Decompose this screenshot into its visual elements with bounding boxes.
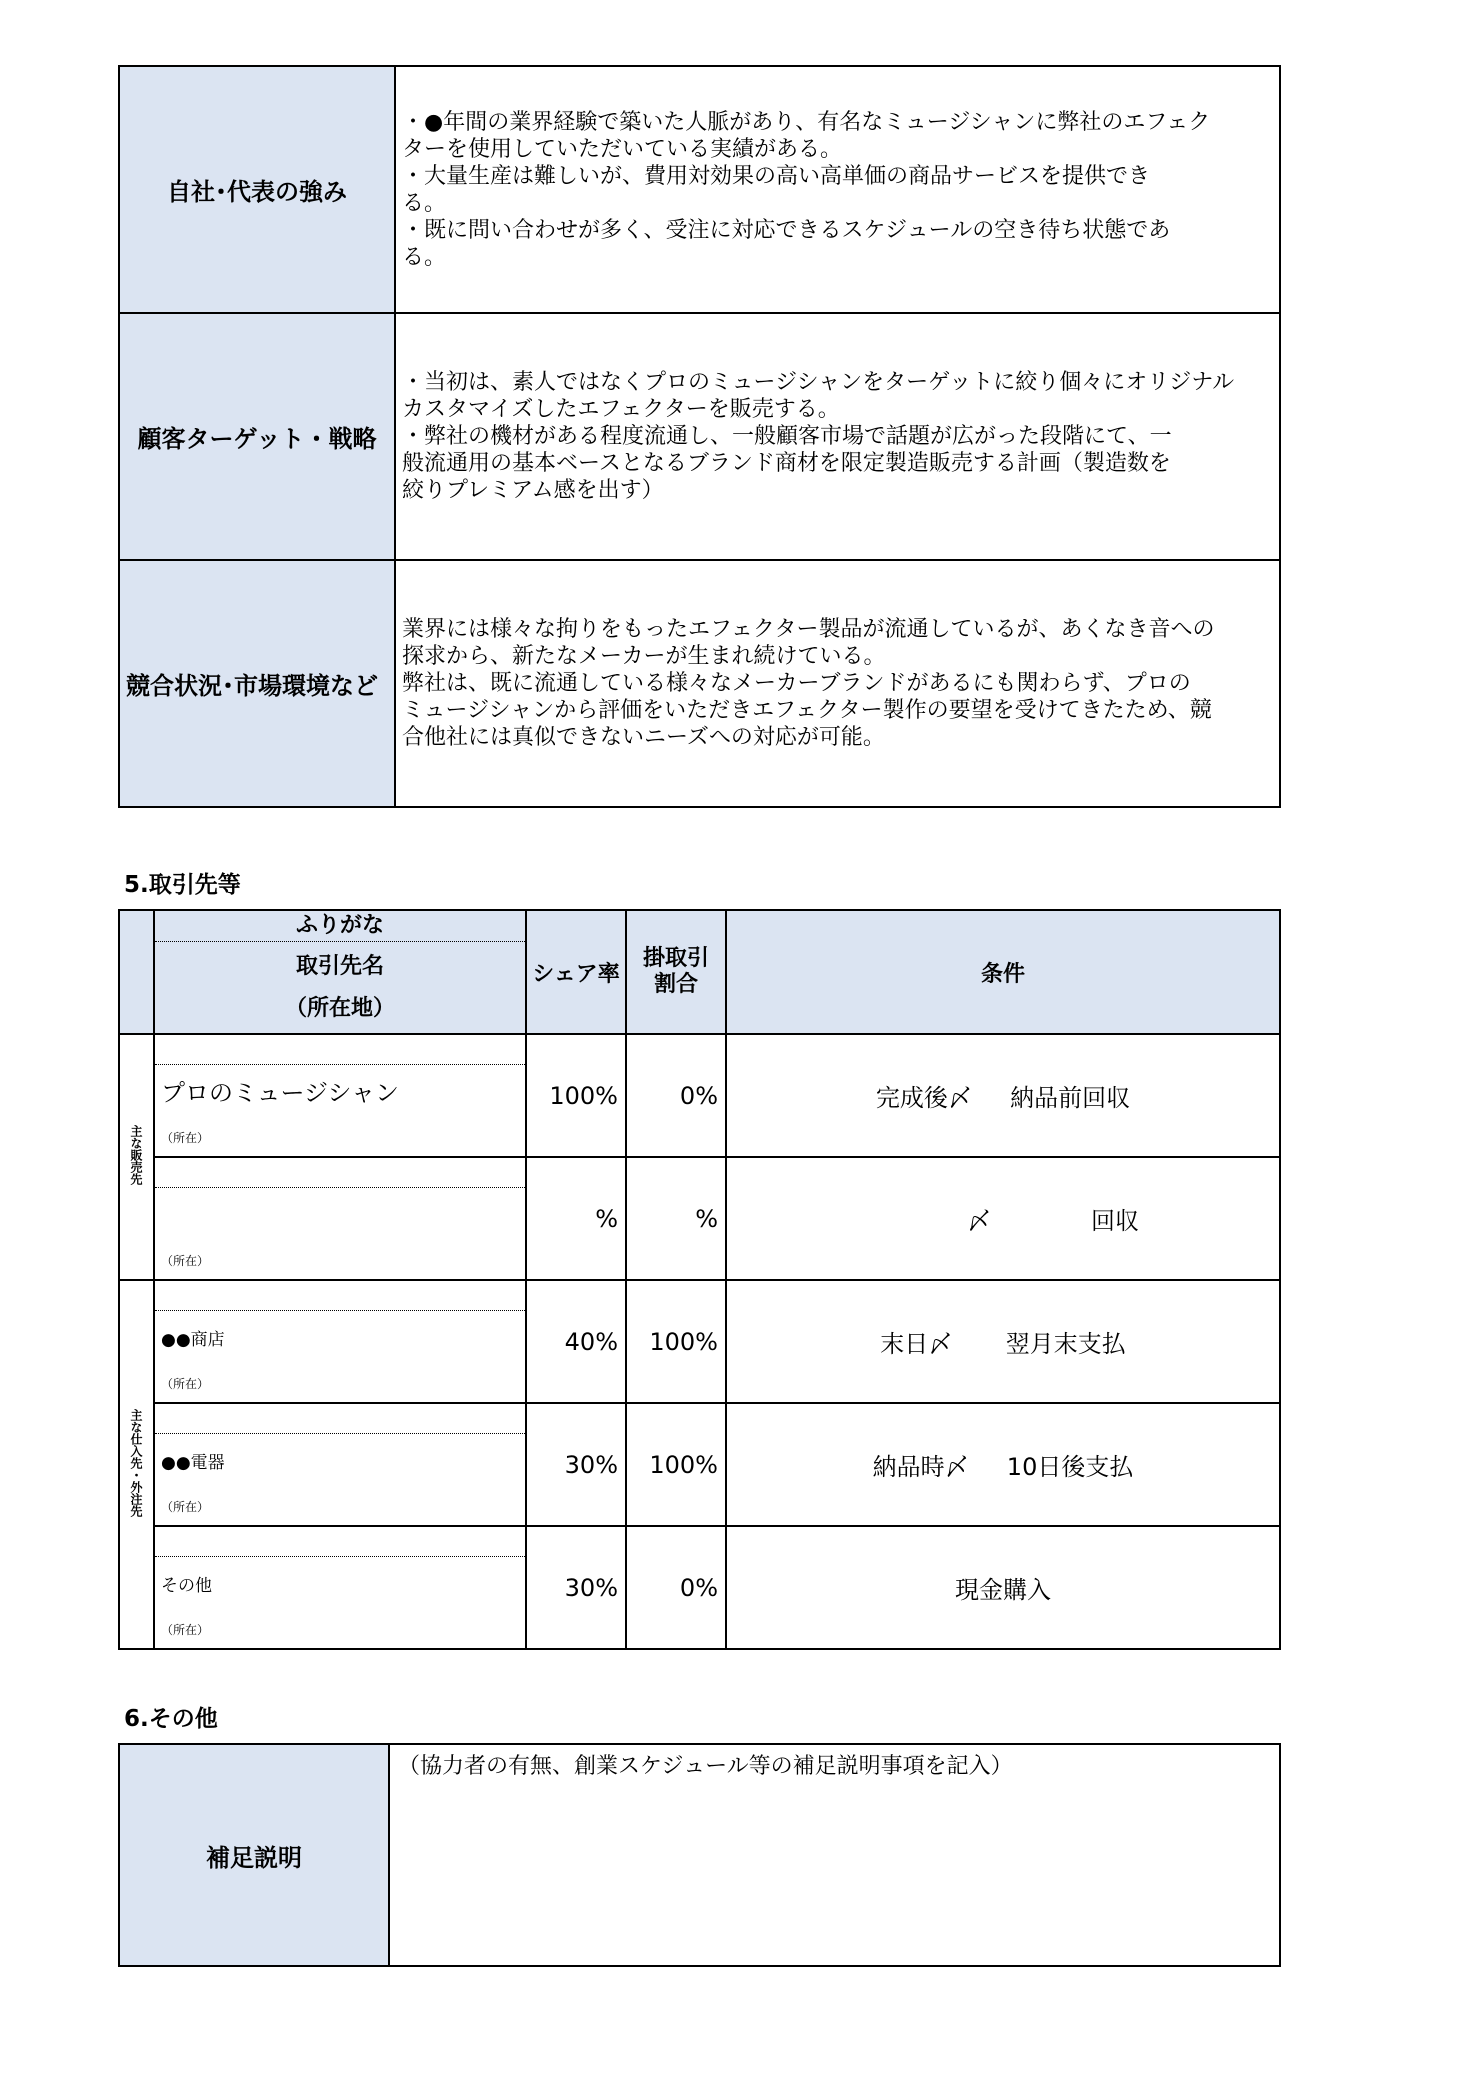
purchase-group-label (119, 1280, 154, 1649)
terms-value (726, 1280, 1280, 1403)
terms-post: 10日後支払 (1006, 1453, 1134, 1481)
supplementary-label: 補足説明 (119, 1744, 389, 1966)
kake-value: 0% (626, 1526, 726, 1649)
table-row (119, 1526, 1280, 1649)
partner-name: ●●商店 (161, 1330, 225, 1350)
text-line: ・弊社の機材がある程度流通し、一般顧客市場で話題が広がった段階にて、一 (402, 424, 1172, 449)
furigana-field (155, 1158, 525, 1188)
strengths-value (395, 66, 1280, 313)
trade-partners-table (118, 909, 1281, 1650)
check-mark-icon: 〆 (928, 1330, 953, 1358)
text-line: 弊社は、既に流通している様々なメーカーブランドがあるにも関わらず、プロの (402, 671, 1191, 696)
text-line: る。 (402, 190, 447, 216)
competition-value (395, 560, 1280, 807)
partner-name-cell (154, 1280, 526, 1403)
table-row (119, 560, 1280, 807)
address-label: （所在） (161, 1131, 210, 1145)
header-terms: 条件 (726, 910, 1280, 1034)
address-label: （所在） (161, 1500, 210, 1514)
partner-name-cell (154, 1157, 526, 1280)
header-share: シェア率 (526, 910, 626, 1034)
sales-group-label (119, 1034, 154, 1280)
terms-value: 現金購入 (726, 1526, 1280, 1649)
text-line: ターを使用していただいている実績がある。 (402, 136, 843, 162)
address-label: （所在） (161, 1623, 210, 1637)
terms-pre: 末日 (880, 1330, 929, 1358)
table-row (119, 1157, 1280, 1280)
text-line: る。 (402, 244, 447, 270)
text-line: 般流通用の基本ベースとなるブランド商材を限定製造販売する計画（製造数を (402, 451, 1171, 476)
purchase-group-text: 主な仕入先・外注先 (129, 1408, 143, 1517)
terms-post: 納品前回収 (1010, 1084, 1131, 1112)
share-value: 40% (526, 1280, 626, 1403)
kake-value: 100% (626, 1403, 726, 1526)
kake-value: 100% (626, 1280, 726, 1403)
target-strategy-label: 顧客ターゲット・戦略 (119, 313, 395, 560)
address-label: （所在） (161, 1254, 210, 1268)
business-overview-table (118, 65, 1281, 808)
header-furigana: ふりがな (155, 911, 525, 942)
furigana-field (155, 1035, 525, 1065)
furigana-field (155, 1527, 525, 1557)
text-line: カスタマイズしたエフェクターを販売する。 (402, 397, 840, 422)
partner-name: プロのミュージシャン (161, 1079, 399, 1107)
header-kake-line2: 割合 (653, 972, 698, 997)
text-line: 合他社には真似できないニーズへの対応が可能。 (402, 725, 885, 750)
terms-post: 回収 (1091, 1207, 1139, 1235)
partner-name-cell (154, 1403, 526, 1526)
partner-name-cell (154, 1526, 526, 1649)
text-line: 業界には様々な拘りをもったエフェクター製品が流通しているが、あくなき音への (402, 617, 1215, 642)
share-value: 30% (526, 1526, 626, 1649)
furigana-field (155, 1404, 525, 1434)
competition-label: 競合状況･市場環境など (119, 560, 395, 807)
kake-value: % (626, 1157, 726, 1280)
section6-title: 6.その他 (124, 1706, 218, 1732)
table-row (119, 1403, 1280, 1526)
header-kake (626, 910, 726, 1034)
address-label: （所在） (161, 1377, 210, 1391)
kake-value: 0% (626, 1034, 726, 1157)
header-kake-line1: 掛取引 (642, 946, 709, 971)
partner-name-cell (154, 1034, 526, 1157)
share-value: 30% (526, 1403, 626, 1526)
supplementary-table (118, 1743, 1281, 1967)
header-name (154, 910, 526, 1034)
text-line: ・大量生産は難しいが、費用対効果の高い高単価の商品サービスを提供でき (402, 163, 1151, 189)
partner-name: その他 (161, 1576, 212, 1596)
terms-pre: 納品時 (872, 1453, 945, 1481)
strengths-label: 自社･代表の強み (119, 66, 395, 313)
header-partner-name: 取引先名 (295, 954, 384, 979)
header-blank (119, 910, 154, 1034)
table-row (119, 66, 1280, 313)
text-line: ・●年間の業界経験で築いた人脈があり、有名なミュージシャンに弊社のエフェク (402, 109, 1211, 135)
share-value: % (526, 1157, 626, 1280)
table-row (119, 1280, 1280, 1403)
terms-pre: 完成後 (875, 1084, 948, 1112)
furigana-field (155, 1281, 525, 1311)
terms-value (726, 1034, 1280, 1157)
text-line: ・既に問い合わせが多く、受注に対応できるスケジュールの空き待ち状態であ (402, 217, 1171, 243)
text-line: ミュージシャンから評価をいただきエフェクター製作の要望を受けてきたため、競 (402, 698, 1212, 723)
text-line: 絞りプレミアム感を出す） (402, 478, 664, 503)
terms-value (726, 1157, 1280, 1280)
table-row (119, 1744, 1280, 1966)
text-line: 探求から、新たなメーカーが生まれ続けている。 (402, 644, 886, 669)
terms-post: 翌月末支払 (1005, 1330, 1126, 1358)
sales-group-text: 主な販売先 (129, 1125, 143, 1185)
target-strategy-value (395, 313, 1280, 560)
terms-value (726, 1403, 1280, 1526)
partner-name: ●●電器 (161, 1453, 225, 1473)
section5-title: 5.取引先等 (124, 872, 241, 898)
table-row (119, 313, 1280, 560)
header-location: （所在地） (284, 996, 395, 1021)
table-header-row (119, 910, 1280, 1034)
check-mark-icon: 〆 (944, 1453, 969, 1481)
supplementary-note: （協力者の有無、創業スケジュール等の補足説明事項を記入） (389, 1744, 1280, 1966)
text-line: ・当初は、素人ではなくプロのミュージシャンをターゲットに絞り個々にオリジナル (402, 370, 1235, 395)
check-mark-icon: 〆 (967, 1207, 991, 1235)
share-value: 100% (526, 1034, 626, 1157)
check-mark-icon: 〆 (947, 1084, 972, 1112)
table-row (119, 1034, 1280, 1157)
